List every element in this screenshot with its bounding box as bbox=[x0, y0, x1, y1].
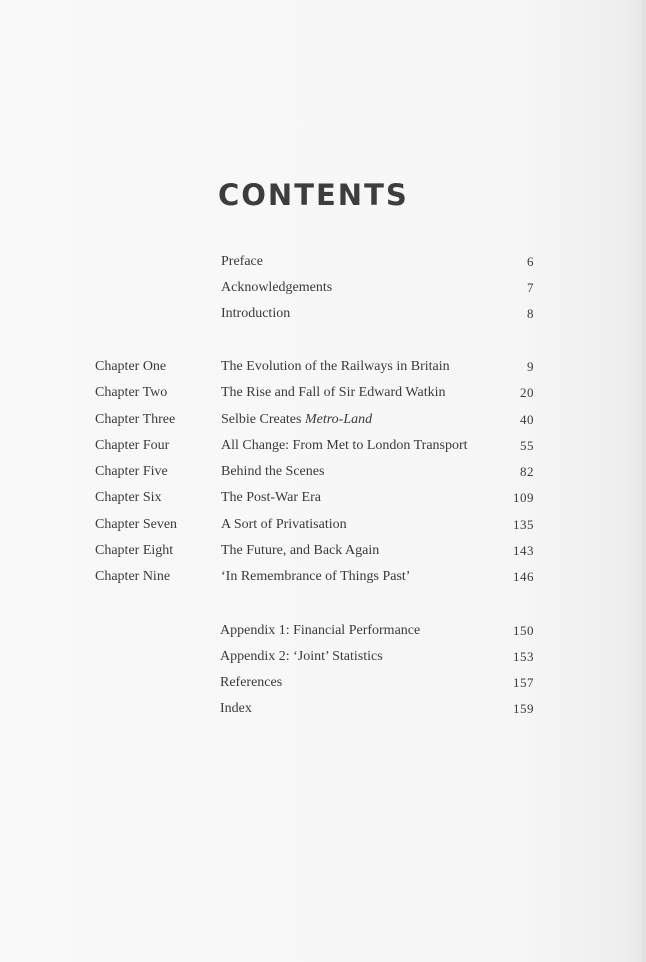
entry-title: Introduction bbox=[221, 306, 291, 321]
entry-title: A Sort of Privatisation bbox=[221, 517, 347, 532]
entry-title: Behind the Scenes bbox=[221, 464, 325, 479]
entry-page: 157 bbox=[513, 675, 534, 690]
entry-page: 143 bbox=[513, 543, 534, 558]
entry-page: 135 bbox=[513, 517, 534, 532]
toc-entry-chapter-two bbox=[0, 383, 646, 403]
toc-entry-chapter-four bbox=[0, 436, 646, 456]
chapter-number: Chapter Seven bbox=[95, 517, 178, 532]
entry-title: The Evolution of the Railways in Britain bbox=[221, 359, 450, 374]
toc-entry-preface bbox=[0, 252, 646, 272]
toc-entry-chapter-nine bbox=[0, 567, 646, 587]
entry-page: 6 bbox=[527, 254, 534, 269]
toc-entry-acknowledgements bbox=[0, 278, 646, 298]
toc-entry-chapter-eight bbox=[0, 541, 646, 561]
chapter-number: Chapter Five bbox=[95, 464, 168, 479]
entry-page: 146 bbox=[513, 569, 534, 584]
chapter-number: Chapter Three bbox=[95, 412, 176, 427]
chapter-number: Chapter Two bbox=[95, 385, 168, 400]
entry-title: Acknowledgements bbox=[221, 280, 333, 295]
entry-title: The Post-War Era bbox=[221, 490, 321, 505]
entry-title: ‘In Remembrance of Things Past’ bbox=[221, 569, 411, 584]
entry-page: 20 bbox=[520, 385, 534, 400]
contents-heading: CONTENTS bbox=[218, 178, 409, 212]
entry-page: 159 bbox=[513, 701, 534, 716]
entry-title: All Change: From Met to London Transport bbox=[221, 438, 468, 453]
entry-title-italic: Metro-Land bbox=[304, 412, 373, 427]
chapter-number: Chapter Nine bbox=[95, 569, 171, 584]
entry-title: Preface bbox=[221, 254, 263, 269]
entry-title: The Future, and Back Again bbox=[221, 543, 380, 558]
entry-page: 40 bbox=[520, 412, 534, 427]
entry-title: Appendix 2: ‘Joint’ Statistics bbox=[220, 649, 383, 664]
entry-page: 150 bbox=[513, 623, 534, 638]
toc-entry-appendix-1 bbox=[0, 621, 646, 641]
toc-entry-references bbox=[0, 673, 646, 693]
toc-entry-appendix-2 bbox=[0, 647, 646, 667]
entry-title: The Rise and Fall of Sir Edward Watkin bbox=[221, 385, 446, 400]
toc-entry-index bbox=[0, 699, 646, 719]
toc-entry-chapter-one bbox=[0, 357, 646, 377]
chapter-number: Chapter Six bbox=[95, 490, 162, 505]
entry-title-text: Selbie Creates bbox=[221, 412, 305, 427]
entry-page: 109 bbox=[513, 490, 534, 505]
entry-title: References bbox=[220, 675, 283, 690]
chapter-number: Chapter Eight bbox=[95, 543, 174, 558]
entry-title: Index bbox=[220, 701, 252, 716]
toc-entry-chapter-five bbox=[0, 462, 646, 482]
entry-page: 82 bbox=[520, 464, 534, 479]
toc-entry-chapter-three bbox=[0, 410, 646, 430]
toc-entry-chapter-six bbox=[0, 488, 646, 508]
entry-page: 8 bbox=[527, 306, 534, 321]
entry-page: 153 bbox=[513, 649, 534, 664]
entry-title: Appendix 1: Financial Performance bbox=[220, 623, 421, 638]
entry-page: 55 bbox=[520, 438, 534, 453]
toc-entry-introduction bbox=[0, 304, 646, 324]
entry-title bbox=[221, 410, 372, 430]
chapter-number: Chapter Four bbox=[95, 438, 170, 453]
toc-entry-chapter-seven bbox=[0, 515, 646, 535]
entry-page: 7 bbox=[527, 280, 534, 295]
entry-page: 9 bbox=[527, 359, 534, 374]
chapter-number: Chapter One bbox=[95, 359, 167, 374]
